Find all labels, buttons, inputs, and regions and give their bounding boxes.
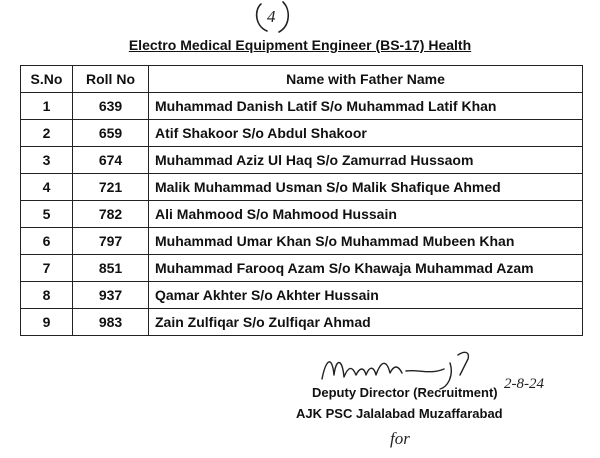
cell-roll-no: 937 <box>73 282 149 309</box>
table-row <box>21 93 583 120</box>
cell-sno: 4 <box>21 174 73 201</box>
table-row <box>21 255 583 282</box>
header-sno: S.No <box>21 66 73 93</box>
table-row <box>21 201 583 228</box>
cell-roll-no: 782 <box>73 201 149 228</box>
cell-name: Muhammad Danish Latif S/o Muhammad Latif Khan <box>149 93 583 120</box>
page-number-mark <box>253 0 293 34</box>
table-row <box>21 309 583 336</box>
cell-sno: 1 <box>21 93 73 120</box>
cell-name: Muhammad Umar Khan S/o Muhammad Mubeen Khan <box>149 228 583 255</box>
cell-sno: 7 <box>21 255 73 282</box>
cell-name: Muhammad Farooq Azam S/o Khawaja Muhammad Azam <box>149 255 583 282</box>
page-title: Electro Medical Equipment Engineer (BS-17) Health <box>128 37 472 53</box>
table-row <box>21 228 583 255</box>
signatory-designation: Deputy Director (Recruitment) <box>312 385 498 400</box>
cell-name: Qamar Akhter S/o Akhter Hussain <box>149 282 583 309</box>
candidates-table <box>20 65 583 336</box>
table-header-row <box>21 66 583 93</box>
cell-sno: 9 <box>21 309 73 336</box>
table-row <box>21 282 583 309</box>
handwritten-note-text: for <box>390 429 410 448</box>
cell-roll-no: 797 <box>73 228 149 255</box>
header-roll-no: Roll No <box>73 66 149 93</box>
cell-sno: 2 <box>21 120 73 147</box>
cell-sno: 3 <box>21 147 73 174</box>
cell-name: Ali Mahmood S/o Mahmood Hussain <box>149 201 583 228</box>
cell-sno: 5 <box>21 201 73 228</box>
cell-name: Zain Zulfiqar S/o Zulfiqar Ahmad <box>149 309 583 336</box>
table-row <box>21 120 583 147</box>
header-name: Name with Father Name <box>149 66 583 93</box>
cell-sno: 6 <box>21 228 73 255</box>
cell-roll-no: 983 <box>73 309 149 336</box>
handwritten-date: 2-8-24 <box>504 376 544 392</box>
table-row <box>21 147 583 174</box>
cell-roll-no: 721 <box>73 174 149 201</box>
cell-roll-no: 851 <box>73 255 149 282</box>
table-row <box>21 174 583 201</box>
signatory-office: AJK PSC Jalalabad Muzaffarabad <box>296 406 503 421</box>
cell-roll-no: 639 <box>73 93 149 120</box>
cell-name: Atif Shakoor S/o Abdul Shakoor <box>149 120 583 147</box>
cell-name: Muhammad Aziz Ul Haq S/o Zamurrad Hussaom <box>149 147 583 174</box>
cell-name: Malik Muhammad Usman S/o Malik Shafique Ahmed <box>149 174 583 201</box>
cell-sno: 8 <box>21 282 73 309</box>
handwritten-for-note <box>388 420 434 450</box>
cell-roll-no: 659 <box>73 120 149 147</box>
cell-roll-no: 674 <box>73 147 149 174</box>
page-number-text: 4 <box>267 7 276 26</box>
